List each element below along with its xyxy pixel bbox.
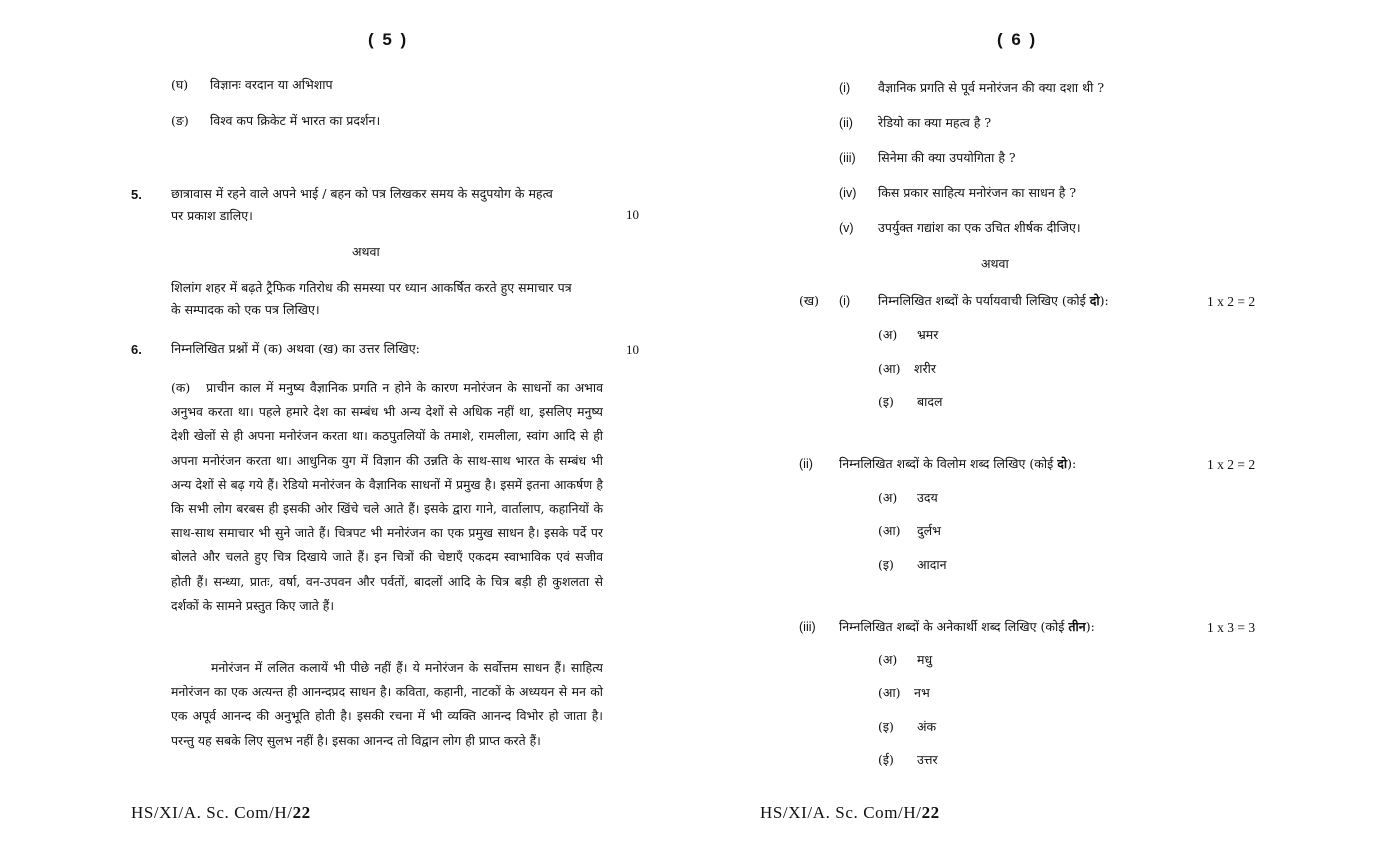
item-word: बादल [917, 394, 943, 409]
item-label: (इ) [878, 719, 894, 734]
question-text: सिनेमा की क्या उपयोगिता है ? [878, 150, 1016, 165]
passage-line: ओर खिंचे चले आते हैं। इसके द्वारा गाने, वार्तालाप, कहानियों के साथ-साथ समाचार भी [171, 501, 603, 541]
footer-code-number: 22 [292, 803, 311, 822]
passage-line: मनोरंजन में ललित कलायें भी पीछे नहीं हैं। ये मनोरंजन के सर्वोत्तम साधन हैं। [211, 660, 566, 675]
item-word: नभ [914, 685, 930, 700]
passage-line: सुने जाते हैं। चित्रपट भी मनोरंजन का एक प्रमुख साधन है। इसके पर्दे पर बोलते और चलते [171, 525, 603, 565]
passage-line: अभाव अनुभव करता था। पहले हमारे देश का सम्बंध भी अन्य देशों से अधिक नहीं था, [171, 380, 603, 420]
question-text: किस प्रकार साहित्य मनोरंजन का साधन है ? [878, 185, 1077, 200]
part-label: (iii) [799, 620, 816, 634]
question-label: (i) [839, 81, 851, 95]
item-word: मधु [917, 652, 933, 667]
question-text: छात्रावास में रहने वाले अपने भाई / बहन को पत्र लिखकर समय के सदुपयोग के महत्व [171, 186, 553, 201]
question-number: 6. [131, 342, 142, 357]
passage-line: हुए चित्र दिखाये जाते हैं। इन चित्रों की चेष्टाएँ एकदम स्वाभाविक एवं सजीव होती हैं। [171, 549, 604, 589]
passage [171, 376, 603, 618]
item-word: शरीर [914, 361, 936, 376]
passage-line: साहित्य मनोरंजन का एक अत्यन्त ही आनन्दप्रद साधन है। कविता, कहानी, नाटकों के [171, 660, 603, 700]
essay-option-text: विश्व कप क्रिकेट में भारत का प्रदर्शन। [210, 113, 381, 128]
item-label: (आ) [878, 361, 901, 376]
question-text: शिलांग शहर में बढ़ते ट्रैफिक गतिरोध की समस्या पर ध्यान आकर्षित करते हुए समाचार पत्र [171, 280, 572, 295]
essay-option-label: (ङ) [171, 113, 189, 128]
or-label: अथवा [981, 256, 1009, 271]
passage-line: प्राचीन काल में मनुष्य वैज्ञानिक प्रगति न होने के कारण मनोरंजन के साधनों का [206, 380, 570, 395]
item-label: (अ) [878, 652, 898, 667]
or-label: अथवा [352, 244, 380, 259]
essay-option-text: विज्ञानः वरदान या अभिशाप [210, 77, 333, 92]
question-text: उपर्युक्त गद्यांश का एक उचित शीर्षक दीजिए। [878, 220, 1081, 235]
question-marks: 10 [626, 342, 639, 357]
question-text: के सम्पादक को एक पत्र लिखिए। [171, 302, 320, 317]
part-label: (ii) [799, 457, 813, 471]
item-word: आदान [917, 557, 947, 572]
instruction-suffix: ): [1067, 456, 1077, 471]
question-label: (iii) [839, 151, 856, 165]
passage-line: अध्ययन से मन को एक अपूर्व आनन्द की अनुभूति होती है। इसकी रचना में भी व्यक्ति [171, 684, 603, 724]
passage-label: (क) [171, 380, 191, 395]
question-text: पर प्रकाश डालिए। [171, 208, 253, 223]
passage-line: दर्शकों के सामने प्रस्तुत किए जाते हैं। [171, 597, 335, 613]
page-footer [131, 803, 311, 823]
item-word: दुर्लभ [917, 523, 941, 538]
part-instruction [878, 292, 1109, 310]
passage-line: वैज्ञानिक साधनों में प्रमुख है। इसमें इतना आकर्षण है कि सभी लोग बरबस ही इसकी [171, 476, 603, 517]
instruction-suffix: ): [1085, 619, 1095, 634]
footer-code-prefix: HS/XI/A. Sc. Com/H/ [760, 803, 922, 822]
instruction-text: निम्नलिखित शब्दों के विलोम शब्द लिखिए (कोई [839, 456, 1058, 471]
part-instruction [839, 455, 1076, 473]
item-label: (आ) [878, 523, 901, 538]
passage-paragraph-1 [171, 376, 603, 618]
item-label: (ई) [878, 752, 894, 767]
footer-code-prefix: HS/XI/A. Sc. Com/H/ [131, 803, 293, 822]
passage-paragraph-2 [171, 656, 603, 753]
question-marks: 10 [626, 207, 639, 222]
item-word: अंक [917, 719, 937, 734]
part-label: (i) [839, 294, 851, 308]
item-word: उत्तर [917, 752, 938, 767]
passage-paragraph-2-text [171, 656, 603, 753]
passage-line: उन्नति के साथ-साथ भारत के सम्बंध भी अन्य देशों से बढ़ गये हैं। रेडियो मनोरंजन के [171, 452, 603, 492]
question-number: 5. [131, 187, 142, 202]
item-label: (इ) [878, 557, 894, 572]
passage-line: सन्ध्या, प्रातः, वर्षा, वन-उपवन और पर्वतों, बादलों आदि के चित्र बड़ी ही कुशलता से [213, 573, 603, 589]
part-marks: 1 x 2 = 2 [1207, 457, 1256, 472]
instruction-suffix: ): [1099, 293, 1109, 308]
question-text: रेडियो का क्या महत्व है ? [878, 115, 992, 130]
page-footer [760, 803, 940, 823]
item-word: भ्रमर [917, 327, 939, 342]
essay-option-label: (घ) [171, 77, 189, 92]
passage-line: रामलीला, स्वांग आदि से ही अपना मनोरंजन करता था। आधुनिक युग में विज्ञान की [171, 428, 603, 468]
instruction-text: निम्नलिखित शब्दों के अनेकार्थी शब्द लिखिए (कोई [839, 619, 1069, 634]
item-label: (अ) [878, 490, 898, 505]
question-text: निम्नलिखित प्रश्नों में (क) अथवा (ख) का उत्तर लिखिए: [171, 341, 420, 356]
section-label: (ख) [799, 293, 819, 308]
instruction-count: तीन [1068, 619, 1086, 634]
page-number: ( 6 ) [997, 30, 1038, 49]
instruction-text: निम्नलिखित शब्दों के पर्यायवाची लिखिए (कोई [878, 293, 1090, 308]
footer-code-number: 22 [921, 803, 940, 822]
question-label: (v) [839, 221, 854, 235]
passage-line: आनन्द विभोर हो जाता है। परन्तु यह सबके लिए सुलभ नहीं है। इसका आनन्द तो विद्वान [171, 708, 603, 748]
instruction-count: दो [1057, 456, 1068, 471]
item-label: (इ) [878, 394, 894, 409]
part-marks: 1 x 3 = 3 [1207, 620, 1256, 635]
passage-line: लोग ही प्राप्त करते हैं। [442, 732, 541, 748]
page-number: ( 5 ) [368, 30, 409, 49]
passage-line: इसलिए मनुष्य देशी खेलों से ही अपना मनोरंजन करता था। कठपुतलियों के तमाशे, [171, 404, 603, 444]
question-text: वैज्ञानिक प्रगति से पूर्व मनोरंजन की क्या दशा थी ? [878, 80, 1105, 95]
item-word: उदय [917, 490, 938, 505]
question-label: (iv) [839, 186, 857, 200]
question-label: (ii) [839, 116, 853, 130]
item-label: (आ) [878, 685, 901, 700]
part-instruction [839, 618, 1095, 636]
part-marks: 1 x 2 = 2 [1207, 294, 1256, 309]
item-label: (अ) [878, 327, 898, 342]
instruction-count: दो [1089, 293, 1100, 308]
